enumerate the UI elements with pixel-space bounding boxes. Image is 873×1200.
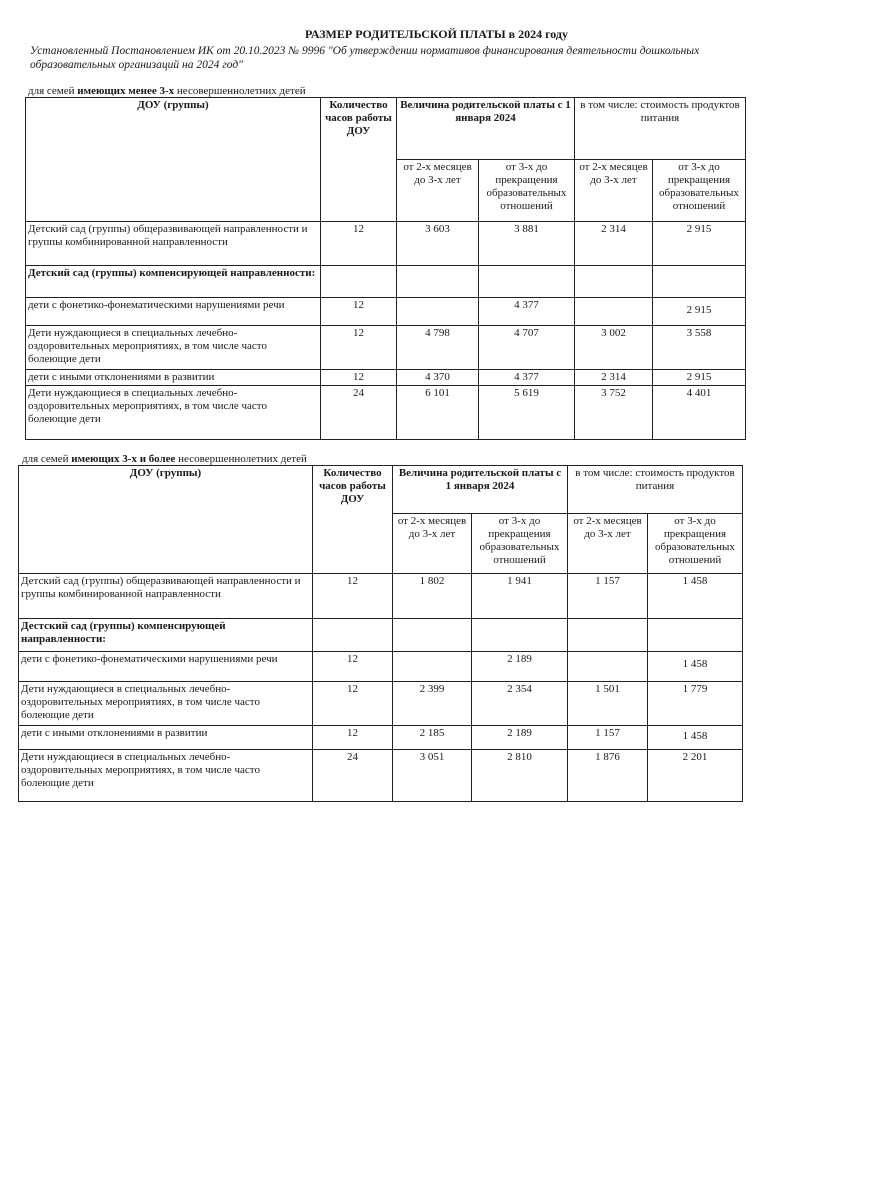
table-row (26, 326, 746, 370)
header-food-age1: от 2-х месяцев до 3-х лет (575, 160, 653, 222)
row-fee-age1: 2 185 (393, 726, 472, 750)
row-hours (313, 619, 393, 652)
row-fee-age2: 1 941 (472, 574, 568, 619)
row-hours: 12 (313, 574, 393, 619)
row-fee-age1: 4 370 (397, 370, 479, 386)
table-row (19, 726, 743, 750)
table-1-caption (28, 85, 306, 97)
row-fee-age1 (393, 619, 472, 652)
row-food-age1: 1 876 (568, 750, 648, 802)
table-1-caption-pre: для семей (28, 85, 78, 97)
header-fee-age2: от 3-х до прекращения образовательных отношений (472, 514, 568, 574)
header-food-age1: от 2-х месяцев до 3-х лет (568, 514, 648, 574)
row-name: Дестский сад (группы) компенсирующей направленности: (19, 619, 313, 652)
table-row (26, 386, 746, 440)
row-hours: 24 (321, 386, 397, 440)
row-fee-age2 (472, 619, 568, 652)
table-1-caption-bold: имеющих менее 3-х (77, 85, 175, 97)
row-name: Дети нуждающиеся в специальных лечебно-оздоровительных мероприятиях, в том числе часто болеющие дети (26, 326, 321, 370)
table-row (19, 750, 743, 802)
row-name: дети с иными отклонениями в развитии (26, 370, 321, 386)
row-fee-age2: 3 881 (479, 222, 575, 266)
row-fee-age1: 4 798 (397, 326, 479, 370)
table-2-caption-bold: имеющих 3-х и более (71, 453, 176, 465)
row-fee-age1: 3 051 (393, 750, 472, 802)
header-fee-age1: от 2-х месяцев до 3-х лет (397, 160, 479, 222)
header-food: в том числе: стоимость продуктов питания (575, 98, 746, 160)
header-hours: Количество часов работы ДОУ (313, 466, 393, 574)
row-fee-age2: 2 189 (472, 726, 568, 750)
row-food-age1 (568, 619, 648, 652)
row-fee-age1 (397, 266, 479, 298)
table-row (19, 574, 743, 619)
fee-table-2 (18, 465, 743, 802)
row-hours (321, 266, 397, 298)
header-food-age2: от 3-х до прекращения образовательных отношений (648, 514, 743, 574)
row-food-age1: 3 752 (575, 386, 653, 440)
row-food-age1 (568, 652, 648, 682)
row-fee-age2: 5 619 (479, 386, 575, 440)
table-row (19, 682, 743, 726)
table-row (19, 619, 743, 652)
table-row (26, 222, 746, 266)
row-name: Детский сад (группы) общеразвивающей направленности и группы комбинированной направленности (26, 222, 321, 266)
table-2-caption (22, 453, 307, 465)
page-title: РАЗМЕР РОДИТЕЛЬСКОЙ ПЛАТЫ в 2024 году (305, 27, 568, 41)
table-1-caption-post: несовершеннолетних детей (174, 85, 306, 97)
table-2-caption-post: несовершеннолетних детей (175, 453, 307, 465)
row-hours: 24 (313, 750, 393, 802)
row-name: Дети нуждающиеся в специальных лечебно-оздоровительных мероприятиях, в том числе часто болеющие дети (19, 750, 313, 802)
row-food-age1: 2 314 (575, 370, 653, 386)
row-food-age2: 1 458 (648, 726, 743, 750)
table-header-row (19, 466, 743, 514)
row-food-age2: 4 401 (653, 386, 746, 440)
row-food-age2: 1 458 (648, 574, 743, 619)
header-fee: Величина родительской платы с 1 января 2024 (397, 98, 575, 160)
fee-table-1 (25, 97, 746, 440)
row-food-age2 (653, 266, 746, 298)
header-dou: ДОУ (группы) (19, 466, 313, 574)
row-fee-age1 (397, 298, 479, 326)
row-name: Детский сад (группы) компенсирующей направленности: (26, 266, 321, 298)
row-hours: 12 (313, 682, 393, 726)
row-food-age2: 2 201 (648, 750, 743, 802)
table-2-caption-pre: для семей (22, 453, 72, 465)
row-food-age1: 1 157 (568, 726, 648, 750)
table-row (26, 370, 746, 386)
row-fee-age2 (479, 266, 575, 298)
row-name: дети с фонетико-фонематическими нарушениями речи (26, 298, 321, 326)
row-food-age1: 1 157 (568, 574, 648, 619)
row-name: дети с фонетико-фонематическими нарушениями речи (19, 652, 313, 682)
row-fee-age1 (393, 652, 472, 682)
row-food-age1: 3 002 (575, 326, 653, 370)
row-food-age1: 1 501 (568, 682, 648, 726)
row-fee-age1: 1 802 (393, 574, 472, 619)
header-dou: ДОУ (группы) (26, 98, 321, 222)
row-fee-age1: 2 399 (393, 682, 472, 726)
row-hours: 12 (321, 222, 397, 266)
row-food-age2: 2 915 (653, 370, 746, 386)
header-fee: Величина родительской платы с 1 января 2024 (393, 466, 568, 514)
header-food: в том числе: стоимость продуктов питания (568, 466, 743, 514)
row-fee-age1: 6 101 (397, 386, 479, 440)
table-row (26, 298, 746, 326)
row-hours: 12 (313, 652, 393, 682)
row-food-age2: 1 458 (648, 652, 743, 682)
row-fee-age2: 4 707 (479, 326, 575, 370)
page-subtitle: Установленный Постановлением ИК от 20.10.2023 № 9996 "Об утверждении нормативов финансирования деятельности дошкольных образовательных организаций на 2024 год" (30, 45, 700, 71)
row-name: дети с иными отклонениями в развитии (19, 726, 313, 750)
row-food-age1 (575, 298, 653, 326)
row-fee-age1: 3 603 (397, 222, 479, 266)
row-hours: 12 (321, 370, 397, 386)
row-food-age2: 2 915 (653, 222, 746, 266)
row-food-age2 (648, 619, 743, 652)
row-food-age1 (575, 266, 653, 298)
row-fee-age2: 2 189 (472, 652, 568, 682)
row-fee-age2: 4 377 (479, 370, 575, 386)
row-name: Дети нуждающиеся в специальных лечебно-оздоровительных мероприятиях, в том числе часто болеющие дети (19, 682, 313, 726)
row-food-age1: 2 314 (575, 222, 653, 266)
row-hours: 12 (321, 326, 397, 370)
row-food-age2: 2 915 (653, 298, 746, 326)
header-fee-age2: от 3-х до прекращения образовательных отношений (479, 160, 575, 222)
row-name: Детский сад (группы) общеразвивающей направленности и группы комбинированной направленности (19, 574, 313, 619)
row-name: Дети нуждающиеся в специальных лечебно-оздоровительных мероприятиях, в том числе часто болеющие дети (26, 386, 321, 440)
row-fee-age2: 2 810 (472, 750, 568, 802)
row-food-age2: 3 558 (653, 326, 746, 370)
header-hours: Количество часов работы ДОУ (321, 98, 397, 222)
header-fee-age1: от 2-х месяцев до 3-х лет (393, 514, 472, 574)
table-row (19, 652, 743, 682)
header-food-age2: от 3-х до прекращения образовательных отношений (653, 160, 746, 222)
row-fee-age2: 4 377 (479, 298, 575, 326)
table-header-row (26, 98, 746, 160)
row-fee-age2: 2 354 (472, 682, 568, 726)
row-hours: 12 (313, 726, 393, 750)
table-row (26, 266, 746, 298)
row-hours: 12 (321, 298, 397, 326)
row-food-age2: 1 779 (648, 682, 743, 726)
